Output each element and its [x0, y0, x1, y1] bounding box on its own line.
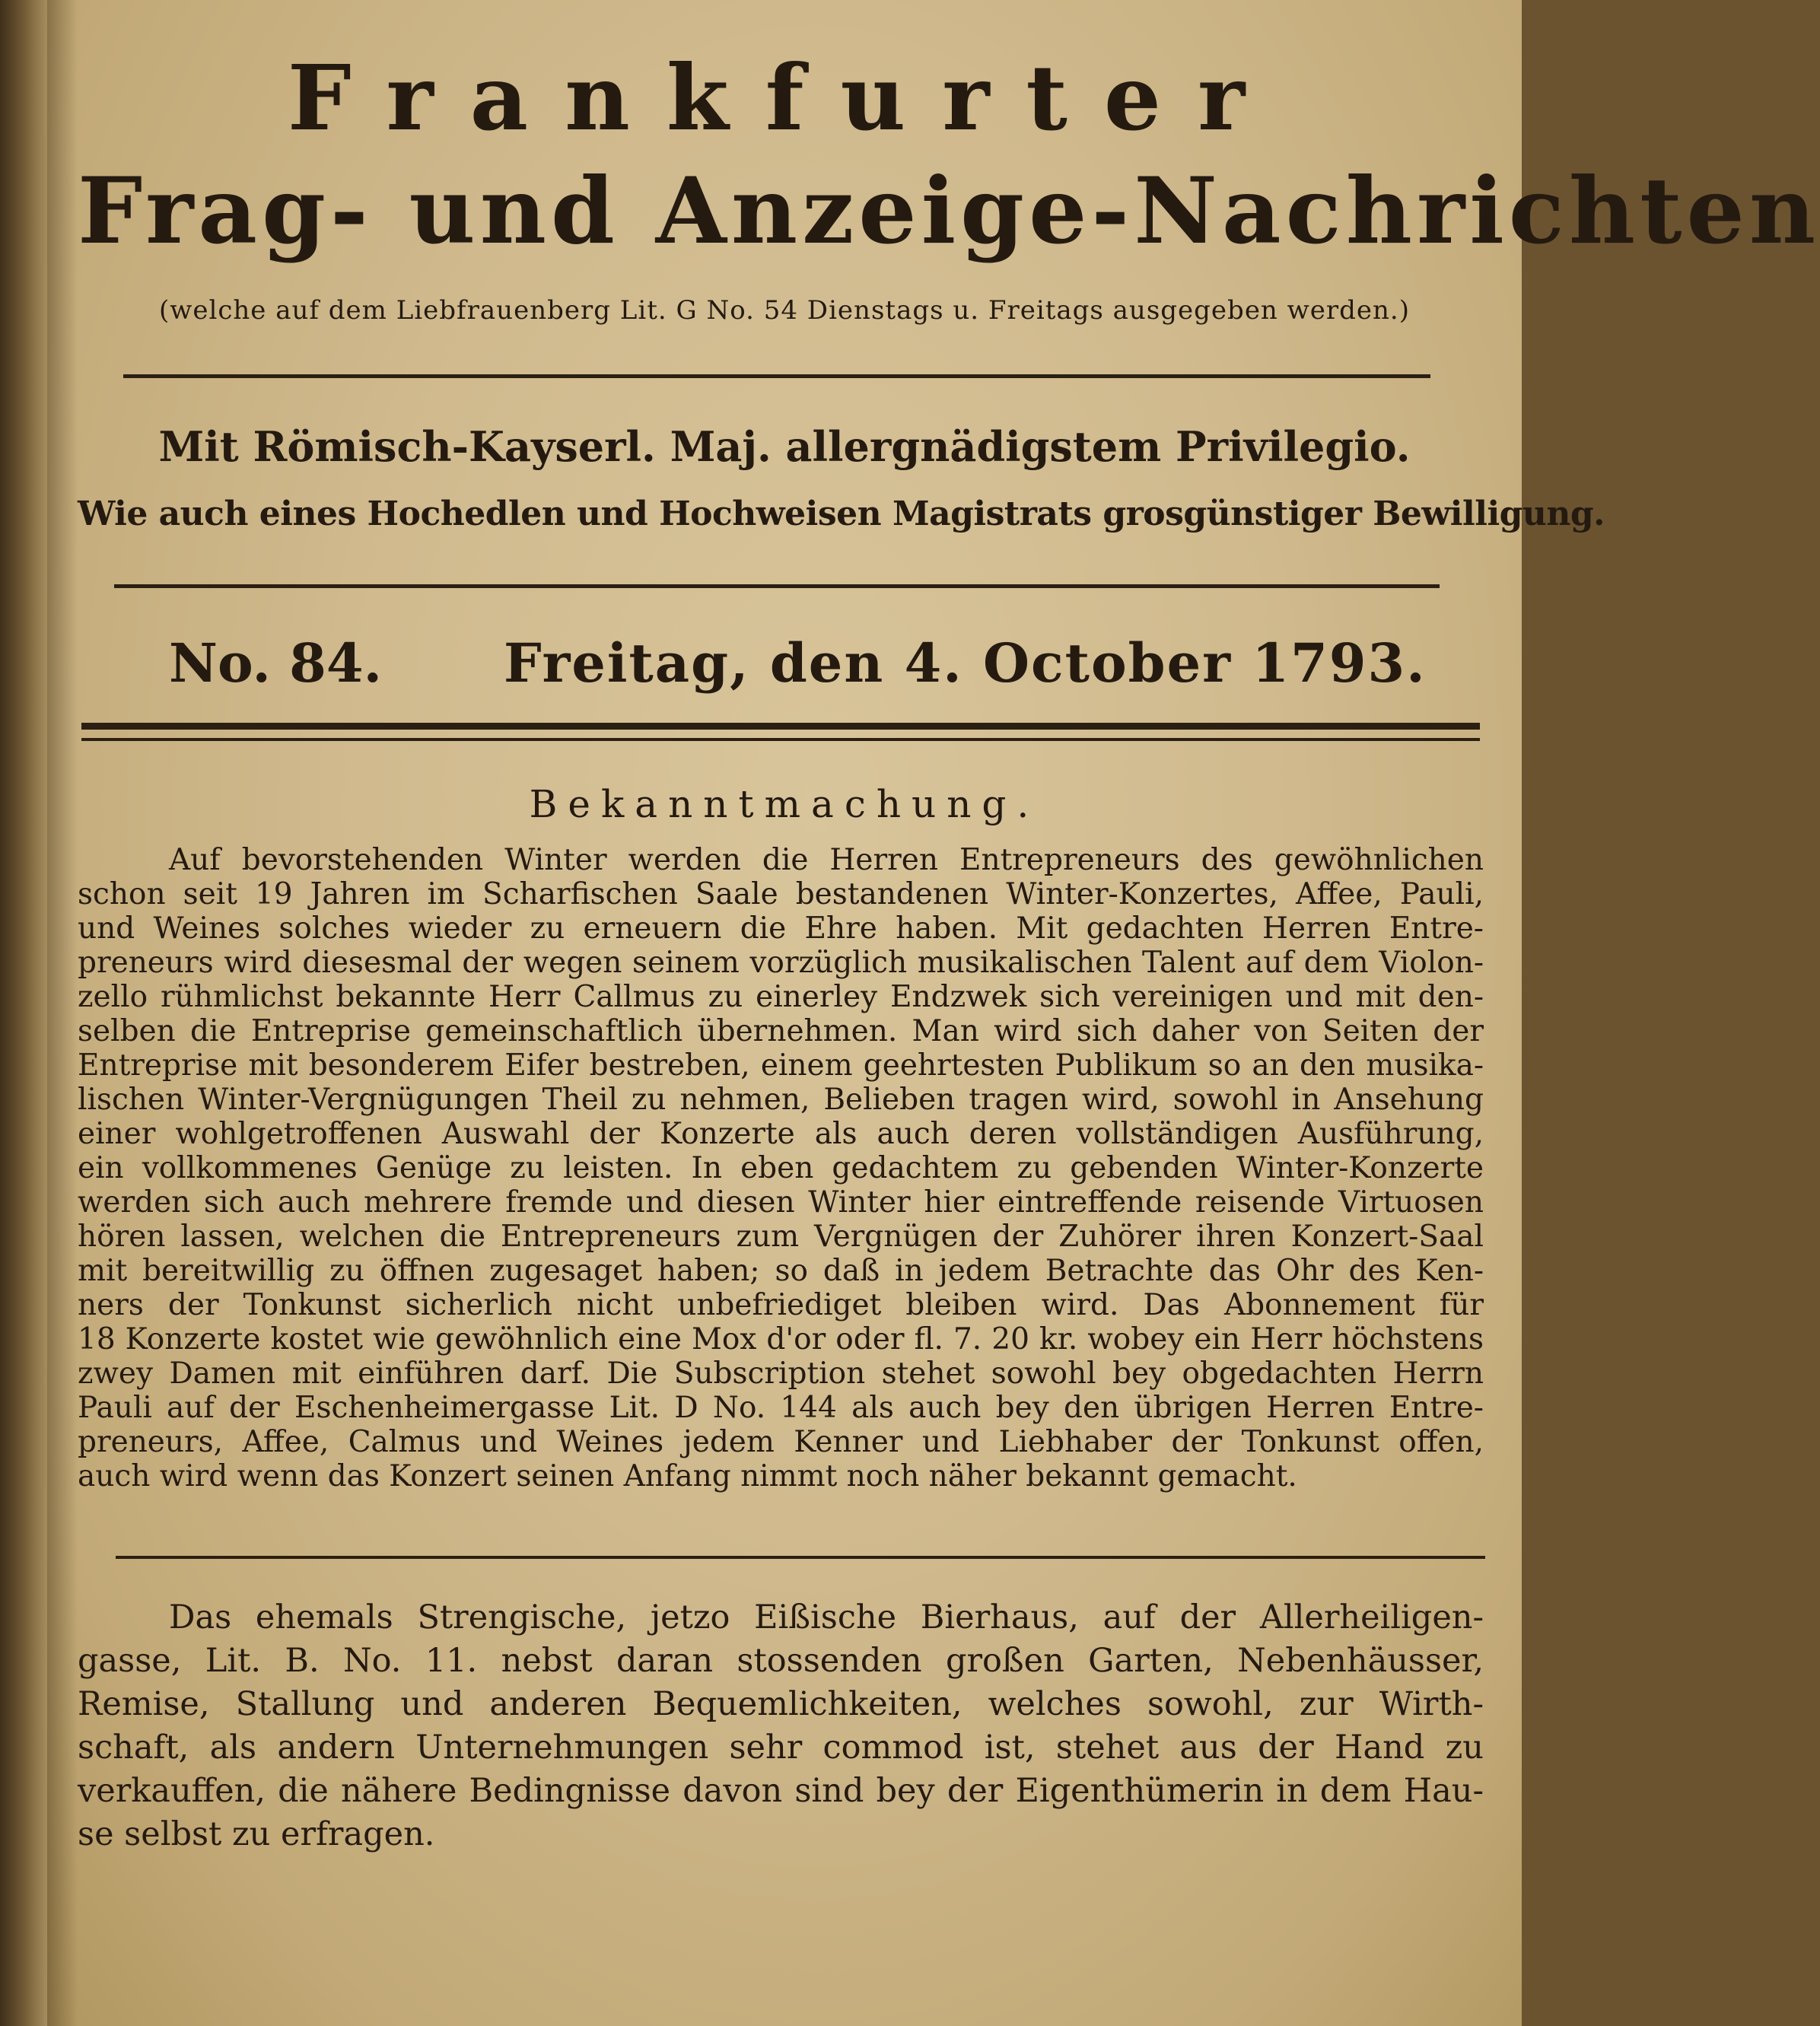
announcement-text — [78, 843, 1484, 1493]
announcement-line: zello rühmlichst bekannte Herr Callmus zu einerley Endzwek sich vereinigen und mit den- — [78, 980, 1484, 1014]
announcement-line: Entreprise mit besonderem Eifer bestreben, einem geehrtesten Publikum so an den musika- — [78, 1048, 1484, 1083]
announcement-line: lischen Winter-Vergnügungen Theil zu nehmen, Belieben tragen wird, sowohl in Ansehung — [78, 1083, 1484, 1117]
announcement-line: selben die Entreprise gemeinschaftlich übernehmen. Man wird sich daher von Seiten der — [78, 1014, 1484, 1048]
newspaper-page — [47, 0, 1820, 2026]
announcement-line: einer wohlgetroffenen Auswahl der Konzerte als auch deren vollständigen Ausführung, — [78, 1117, 1484, 1151]
book-gutter — [0, 0, 47, 2026]
advertisement-line: verkauffen, die nähere Bedingnisse davon sind bey der Eigenthümerin in dem Hau- — [78, 1772, 1484, 1810]
advertisement-text — [78, 1596, 1484, 1856]
advertisement-line: Das ehemals Strengische, jetzo Eißische Bierhaus, auf der Allerheiligen- — [169, 1598, 1484, 1636]
announcement-line: ners der Tonkunst sicherlich nicht unbefriediget bleiben wird. Das Abonnement für — [78, 1288, 1484, 1322]
announcement-line: mit bereitwillig zu öffnen zugesaget haben; so daß in jedem Betrachte das Ohr des Ken- — [78, 1254, 1484, 1288]
issue-date: Freitag, den 4. October 1793. — [504, 631, 1427, 695]
advertisement-line: se selbst zu erfragen. — [78, 1815, 435, 1853]
announcement-line: auch wird wenn das Konzert seinen Anfang nimmt noch näher bekannt gemacht. — [78, 1459, 1297, 1493]
advertisement-line: schaft, als andern Unternehmungen sehr commod ist, stehet aus der Hand zu — [78, 1729, 1484, 1767]
advertisement-line: Remise, Stallung und anderen Bequemlichkeiten, welches sowohl, zur Wirth- — [78, 1685, 1484, 1723]
masthead-title-top: Frankfurter — [287, 45, 1282, 151]
announcement-line: hören lassen, welchen die Entrepreneurs zum Vergnügen der Zuhörer ihren Konzert-Saal — [78, 1220, 1484, 1254]
rule-under-privilege — [114, 584, 1440, 588]
announcement-line: 18 Konzerte kostet wie gewöhnlich eine Mox d'or oder fl. 7. 20 kr. wobey ein Herr höchstens — [78, 1322, 1484, 1356]
rule-under-date-thin — [81, 738, 1480, 741]
advertisement-line: gasse, Lit. B. No. 11. nebst daran stossenden großen Garten, Nebenhäusser, — [78, 1642, 1484, 1680]
announcement-line: schon seit 19 Jahren im Scharfischen Saale bestandenen Winter-Konzertes, Affee, Pauli, — [78, 877, 1484, 911]
announcement-line: und Weines solches wieder zu erneuern die Ehre haben. Mit gedachten Herren Entre- — [78, 911, 1484, 946]
privilege-line-1: Mit Römisch-Kayserl. Maj. allergnädigstem Privilegio. — [158, 422, 1411, 471]
privilege-line-2: Wie auch eines Hochedlen und Hochweisen Magistrats grosgünstiger Bewilligung. — [78, 495, 1605, 533]
rule-between-articles — [116, 1556, 1485, 1559]
rule-under-masthead — [123, 374, 1430, 378]
masthead-title-main: Frag- und Anzeige-Nachrichten — [78, 157, 1820, 265]
announcement-line: ein vollkommenes Genüge zu leisten. In eben gedachtem zu gebenden Winter-Konzerte — [78, 1151, 1484, 1185]
announcement-line: Auf bevorstehenden Winter werden die Herren Entrepreneurs des gewöhnlichen — [169, 843, 1484, 877]
issue-number: No. 84. — [169, 631, 382, 695]
announcement-line: preneurs, Affee, Calmus und Weines jedem Kenner und Liebhaber der Tonkunst offen, — [78, 1425, 1484, 1459]
rule-under-date-thick — [81, 723, 1480, 730]
masthead-subtitle: (welche auf dem Liebfrauenberg Lit. G No. 54 Dienstags u. Freitags ausgegeben werden.) — [159, 295, 1410, 326]
announcement-heading: Bekanntmachung. — [529, 782, 1040, 826]
announcement-line: Pauli auf der Eschenheimergasse Lit. D No. 144 als auch bey den übrigen Herren Entre- — [78, 1391, 1484, 1425]
announcement-line: zwey Damen mit einführen darf. Die Subscription stehet sowohl bey obgedachten Herrn — [78, 1356, 1484, 1391]
announcement-line: preneurs wird diesesmal der wegen seinem vorzüglich musikalischen Talent auf dem Violon- — [78, 946, 1484, 980]
announcement-line: werden sich auch mehrere fremde und diesen Winter hier eintreffende reisende Virtuosen — [78, 1185, 1484, 1220]
